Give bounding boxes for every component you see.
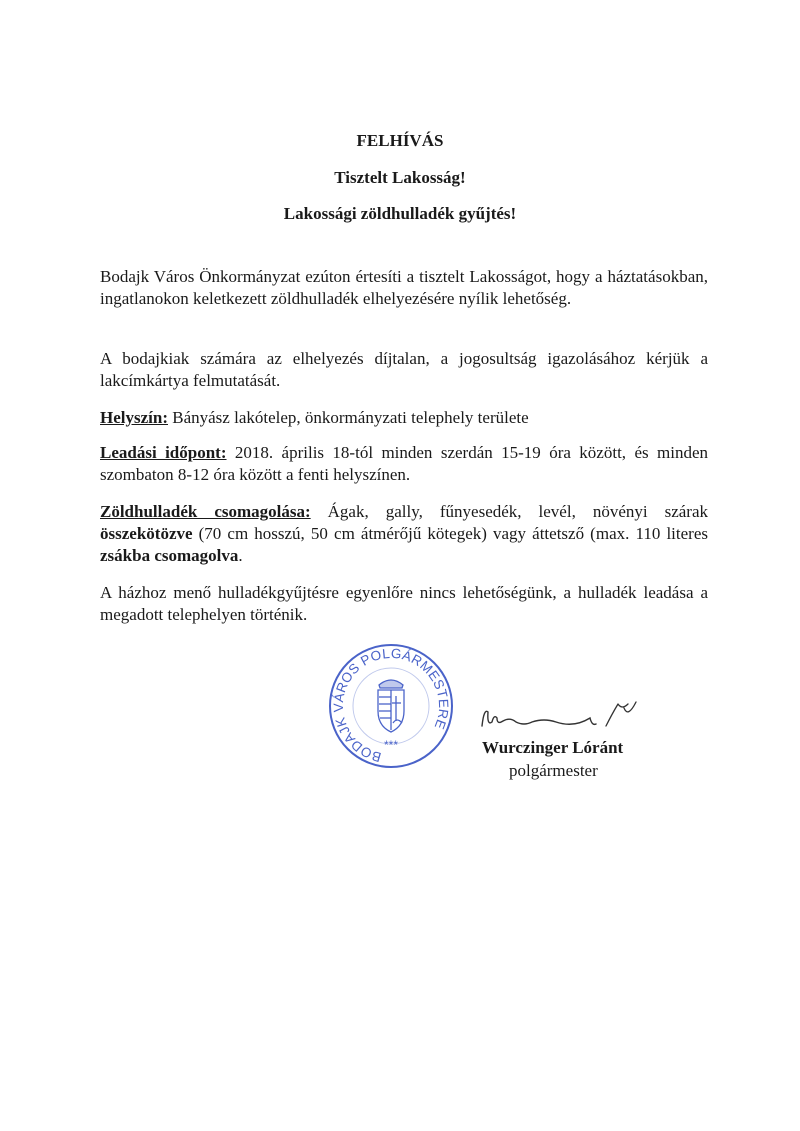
paragraph-free-disposal: A bodajkiak számára az elhelyezés díjtalan, a jogosultság igazolásához kérjük a lakcímkártya felmutatását. [100, 349, 708, 390]
closing-paragraph: A házhoz menő hulladékgyűjtésre egyenlőre nincs lehetőségünk, a hulladék leadása a megadott telephelyen történik. [100, 583, 708, 624]
packaging-bold-tied: összekötözve [100, 524, 193, 543]
packaging-text: Ágak, gally, fűnyesedék, levél, növényi szárak [310, 502, 708, 521]
location-label: Helyszín: [100, 408, 168, 427]
coat-of-arms-icon [378, 680, 404, 732]
location-paragraph [100, 407, 708, 429]
handwritten-signature [478, 692, 648, 738]
packaging-label: Zöldhulladék csomagolása: [100, 502, 311, 521]
document-title: FELHÍVÁS [356, 131, 444, 150]
official-stamp [326, 641, 456, 769]
stamp-text: BODAJK VÁROS POLGÁRMESTERE [330, 645, 452, 765]
packaging-text: . [238, 546, 243, 565]
time-text: 2018. április 18-tól minden szerdán 15-19 óra között, és minden szombaton 8-12 óra között a fenti helyszínen. [100, 443, 708, 484]
paragraph-announcement: Bodajk Város Önkormányzat ezúton értesíti a tisztelt Lakosságot, hogy a háztatásokban, ingatlanokon keletkezett zöldhulladék elhelyezésére nyílik lehetőség. [100, 267, 708, 308]
signer-name: Wurczinger Lóránt [482, 738, 624, 757]
packaging-paragraph [100, 501, 708, 567]
time-paragraph [100, 442, 708, 486]
time-label: Leadási időpont: [100, 443, 227, 462]
location-text: Bányász lakótelep, önkormányzati telephely területe [168, 408, 529, 427]
stamp-stars: *** [383, 738, 399, 752]
subject-line: Lakossági zöldhulladék gyűjtés! [283, 204, 517, 223]
packaging-bold-bagged: zsákba csomagolva [100, 546, 239, 565]
signer-title: polgármester [509, 761, 598, 780]
packaging-text: (70 cm hosszú, 50 cm átmérőjű kötegek) vagy áttetsző (max. 110 literes [192, 524, 708, 543]
greeting: Tisztelt Lakosság! [334, 168, 466, 187]
